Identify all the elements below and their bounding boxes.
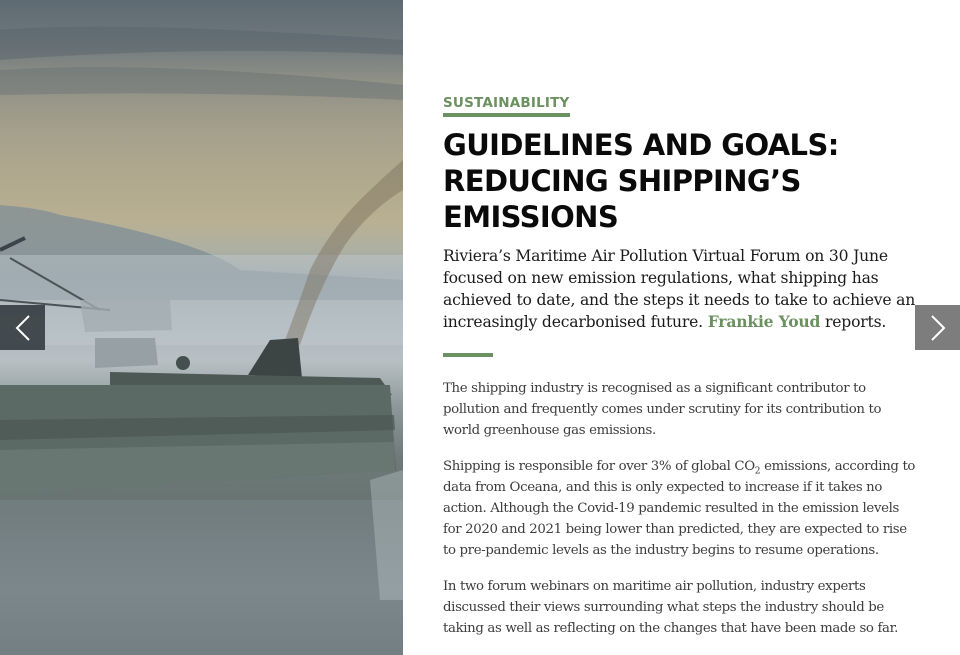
hero-image [0, 0, 403, 655]
co2-subscript: 2 [754, 466, 761, 477]
body-paragraph-1: The shipping industry is recognised as a significant contributor to pollution and frequently comes under scrutiny for its contribution to world greenhouse gas emissions. [443, 381, 882, 438]
paragraph-2-start: Shipping is responsible for over 3% of global CO [443, 459, 755, 474]
body-paragraph-3: In two forum webinars on maritime air pollution, industry experts discussed their views surrounding what steps the industry should be taking as well as reflecting on the changes that have been made so far. [443, 579, 899, 636]
lede-text: Riviera’s Maritime Air Pollution Virtual Forum on 30 June focused on new emission regulations, what shipping has achieved to date, and the steps it needs to take to achieve an increasingly decarbonised future. [443, 247, 916, 331]
chevron-left-icon [15, 315, 31, 341]
category-label: SUSTAINABILITY [443, 95, 570, 111]
previous-slide-button[interactable] [0, 305, 45, 350]
author-link[interactable]: Frankie Youd [707, 312, 821, 331]
category-tag[interactable] [443, 95, 570, 117]
paragraph-2-end: emissions, according to data from Oceana, and this is only expected to increase if it takes no action. Although the Covid-19 pandemic resulted in the emission levels for 2020 and 2021 being lower than predicted, they are expected to rise to pre-pandemic levels as the industry begins to resume operations. [443, 459, 916, 558]
section-divider [443, 353, 493, 357]
chevron-right-icon [930, 315, 946, 341]
article-title: GUIDELINES AND GOALS: REDUCING SHIPPING’S EMISSIONS [443, 128, 839, 234]
ship-illustration [0, 0, 403, 655]
body-paragraph-2 [443, 456, 918, 561]
article-lede [443, 245, 918, 333]
next-slide-button[interactable] [915, 305, 960, 350]
lede-suffix: reports. [820, 313, 887, 331]
